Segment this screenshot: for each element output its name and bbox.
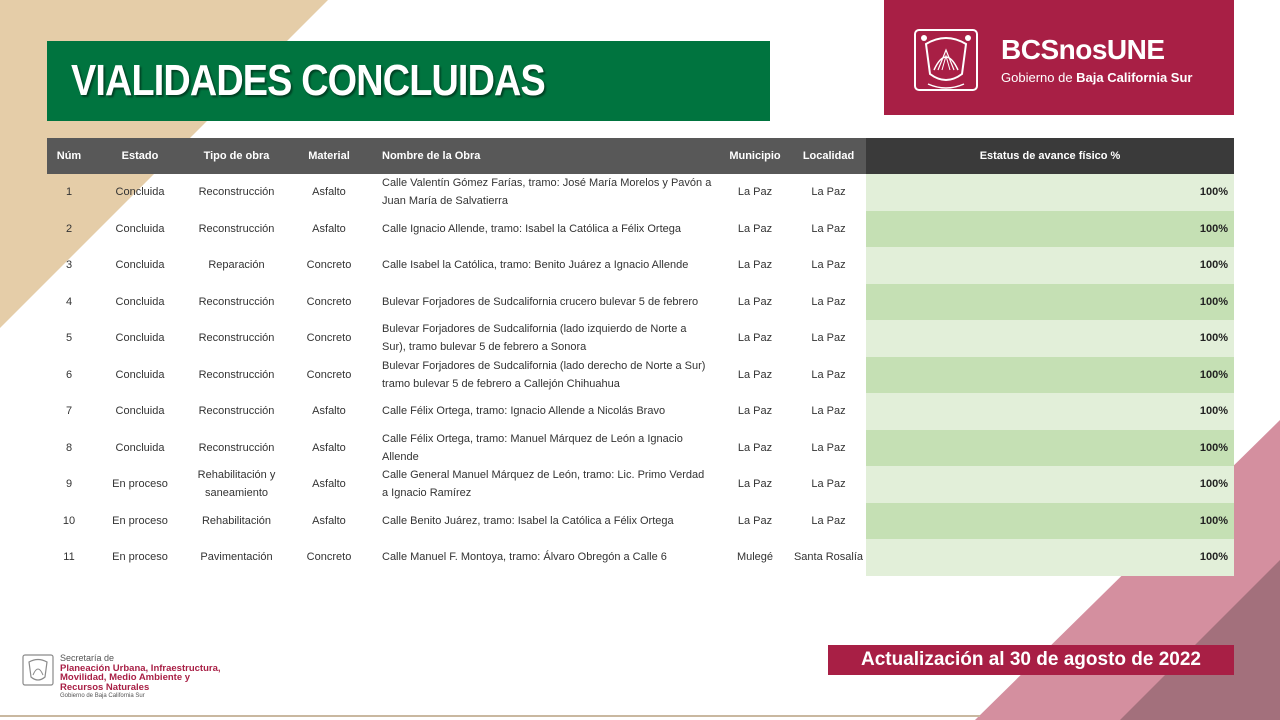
table-row: [47, 430, 1234, 467]
cell-nombre: Calle Ignacio Allende, tramo: Isabel la Católica a Félix Ortega: [382, 222, 681, 235]
table-row: [47, 284, 1234, 321]
col-header-tipo: Tipo de obra: [189, 138, 284, 174]
cell-tipo: Reconstrucción: [198, 441, 275, 454]
cell-nombre: Calle Félix Ortega, tramo: Manuel Márquez de León a Ignacio Allende: [382, 432, 683, 463]
cell-num: 4: [65, 295, 73, 308]
cell-tipo: Reconstrucción: [198, 186, 275, 199]
table-header-row: [47, 138, 1234, 174]
brand-subtitle-state: Baja California Sur: [1076, 70, 1193, 85]
cell-tipo: Reconstrucción: [198, 405, 275, 418]
cell-avance: 100%: [866, 211, 1234, 248]
table-row: [47, 247, 1234, 284]
cell-estado: En proceso: [112, 478, 168, 491]
cell-num: 9: [65, 478, 73, 491]
secretaria-seal-icon: [22, 653, 54, 687]
cell-avance: 100%: [866, 357, 1234, 394]
cell-num: 10: [62, 514, 76, 527]
cell-avance: 100%: [866, 393, 1234, 430]
cell-estado: Concluida: [115, 332, 165, 345]
cell-localidad: La Paz: [811, 332, 846, 345]
cell-nombre: Calle Benito Juárez, tramo: Isabel la Católica a Félix Ortega: [382, 514, 674, 527]
col-header-estado: Estado: [91, 138, 189, 174]
secretaria-label: [60, 654, 221, 702]
cell-material: Asfalto: [312, 405, 346, 418]
cell-tipo: Reconstrucción: [198, 295, 275, 308]
cell-estado: Concluida: [115, 222, 165, 235]
table-row: [47, 503, 1234, 540]
cell-localidad: La Paz: [811, 295, 846, 308]
page-title: VIALIDADES CONCLUIDAS: [71, 56, 545, 105]
table-row: [47, 393, 1234, 430]
secretaria-line-1: Planeación Urbana, Infraestructura,: [60, 662, 221, 674]
col-header-municipio: Municipio: [719, 138, 791, 174]
coat-of-arms-icon: [912, 24, 980, 96]
brand-subtitle: [1001, 70, 1192, 85]
cell-nombre: Calle Manuel F. Montoya, tramo: Álvaro Obregón a Calle 6: [382, 551, 667, 564]
cell-tipo: Reconstrucción: [198, 222, 275, 235]
col-header-num: Núm: [47, 138, 91, 174]
cell-tipo: Reconstrucción: [198, 368, 275, 381]
cell-num: 11: [63, 551, 75, 564]
cell-localidad: La Paz: [811, 514, 846, 527]
table-row: [47, 466, 1234, 503]
cell-localidad: La Paz: [811, 222, 846, 235]
cell-num: 6: [65, 368, 73, 381]
cell-nombre: Bulevar Forjadores de Sudcalifornia (lado derecho de Norte a Sur) tramo bulevar 5 de febrero a Callejón Chihuahua: [382, 359, 706, 390]
cell-estado: Concluida: [115, 295, 165, 308]
cell-municipio: La Paz: [737, 514, 773, 527]
cell-material: Asfalto: [312, 441, 346, 454]
table-row: [47, 211, 1234, 248]
cell-num: 2: [65, 222, 73, 235]
title-banner: [47, 41, 770, 121]
cell-avance: 100%: [866, 284, 1234, 321]
cell-estado: En proceso: [112, 514, 168, 527]
cell-nombre: Calle General Manuel Márquez de León, tramo: Lic. Primo Verdad a Ignacio Ramírez: [382, 469, 705, 500]
cell-material: Concreto: [306, 368, 352, 381]
col-header-estatus: Estatus de avance físico %: [866, 138, 1234, 174]
cell-avance: 100%: [866, 174, 1234, 211]
secretaria-line-3: Recursos Naturales: [60, 681, 150, 693]
secretaria-line-4: Gobierno de Baja California Sur: [60, 693, 145, 699]
cell-num: 7: [65, 405, 73, 418]
cell-num: 8: [65, 441, 73, 454]
brand-subtitle-prefix: Gobierno de: [1001, 70, 1077, 85]
cell-municipio: La Paz: [737, 405, 773, 418]
government-logo: [884, 0, 1234, 115]
cell-nombre: Calle Isabel la Católica, tramo: Benito Juárez a Ignacio Allende: [382, 259, 689, 272]
cell-estado: En proceso: [112, 551, 168, 564]
cell-material: Asfalto: [312, 514, 346, 527]
cell-municipio: La Paz: [737, 332, 773, 345]
table-row: [47, 357, 1234, 394]
cell-municipio: La Paz: [737, 186, 773, 199]
cell-localidad: La Paz: [811, 405, 846, 418]
cell-material: Concreto: [306, 295, 352, 308]
cell-municipio: La Paz: [737, 441, 773, 454]
cell-municipio: La Paz: [737, 222, 773, 235]
cell-localidad: La Paz: [811, 441, 846, 454]
cell-material: Concreto: [306, 332, 352, 345]
cell-estado: Concluida: [115, 405, 165, 418]
table-row: [47, 320, 1234, 357]
cell-avance: 100%: [866, 539, 1234, 576]
cell-avance: 100%: [866, 466, 1234, 503]
cell-nombre: Bulevar Forjadores de Sudcalifornia (lado izquierdo de Norte a Sur), tramo bulevar 5 de febrero a Sonora: [382, 323, 687, 354]
table-row: [47, 539, 1234, 576]
col-header-localidad: Localidad: [791, 138, 866, 174]
cell-avance: 100%: [866, 247, 1234, 284]
roads-table: [47, 138, 1234, 576]
cell-tipo: Rehabilitación: [201, 514, 272, 527]
cell-nombre: Calle Félix Ortega, tramo: Ignacio Allende a Nicolás Bravo: [382, 405, 666, 418]
cell-estado: Concluida: [115, 259, 165, 272]
cell-municipio: La Paz: [737, 295, 773, 308]
cell-material: Asfalto: [312, 478, 346, 491]
secretaria-line-2: Movilidad, Medio Ambiente y: [60, 672, 191, 683]
cell-tipo: Pavimentación: [200, 551, 273, 564]
cell-municipio: Mulegé: [736, 551, 774, 564]
footer-divider: [0, 715, 980, 717]
cell-municipio: La Paz: [737, 259, 773, 272]
cell-estado: Concluida: [115, 441, 165, 454]
cell-estado: Concluida: [115, 186, 165, 199]
cell-localidad: La Paz: [811, 259, 846, 272]
col-header-nombre: Nombre de la Obra: [374, 138, 719, 174]
cell-localidad: Santa Rosalía: [793, 551, 864, 564]
cell-avance: 100%: [866, 430, 1234, 467]
cell-material: Concreto: [306, 551, 352, 564]
cell-tipo: Reconstrucción: [198, 332, 275, 345]
cell-avance: 100%: [866, 320, 1234, 357]
cell-tipo: Rehabilitación y saneamiento: [197, 469, 276, 500]
cell-avance: 100%: [866, 503, 1234, 540]
brand-name: BCSnosUNE: [1001, 34, 1165, 65]
col-header-material: Material: [284, 138, 374, 174]
cell-material: Concreto: [306, 259, 352, 272]
cell-estado: Concluida: [115, 368, 165, 381]
cell-localidad: La Paz: [811, 478, 846, 491]
table-row: [47, 174, 1234, 211]
update-date-banner: Actualización al 30 de agosto de 2022: [828, 645, 1234, 675]
cell-tipo: Reparación: [208, 259, 265, 272]
cell-nombre: Bulevar Forjadores de Sudcalifornia crucero bulevar 5 de febrero: [382, 295, 699, 308]
cell-num: 3: [65, 259, 73, 272]
cell-material: Asfalto: [312, 222, 346, 235]
cell-num: 1: [65, 186, 73, 199]
cell-municipio: La Paz: [737, 368, 773, 381]
cell-nombre: Calle Valentín Gómez Farías, tramo: José María Morelos y Pavón a Juan María de Salvatierra: [382, 177, 712, 208]
secretaria-line-0: Secretaría de: [60, 653, 115, 663]
cell-localidad: La Paz: [811, 186, 846, 199]
cell-num: 5: [65, 332, 73, 345]
cell-municipio: La Paz: [737, 478, 773, 491]
cell-material: Asfalto: [312, 186, 346, 199]
cell-localidad: La Paz: [811, 368, 846, 381]
